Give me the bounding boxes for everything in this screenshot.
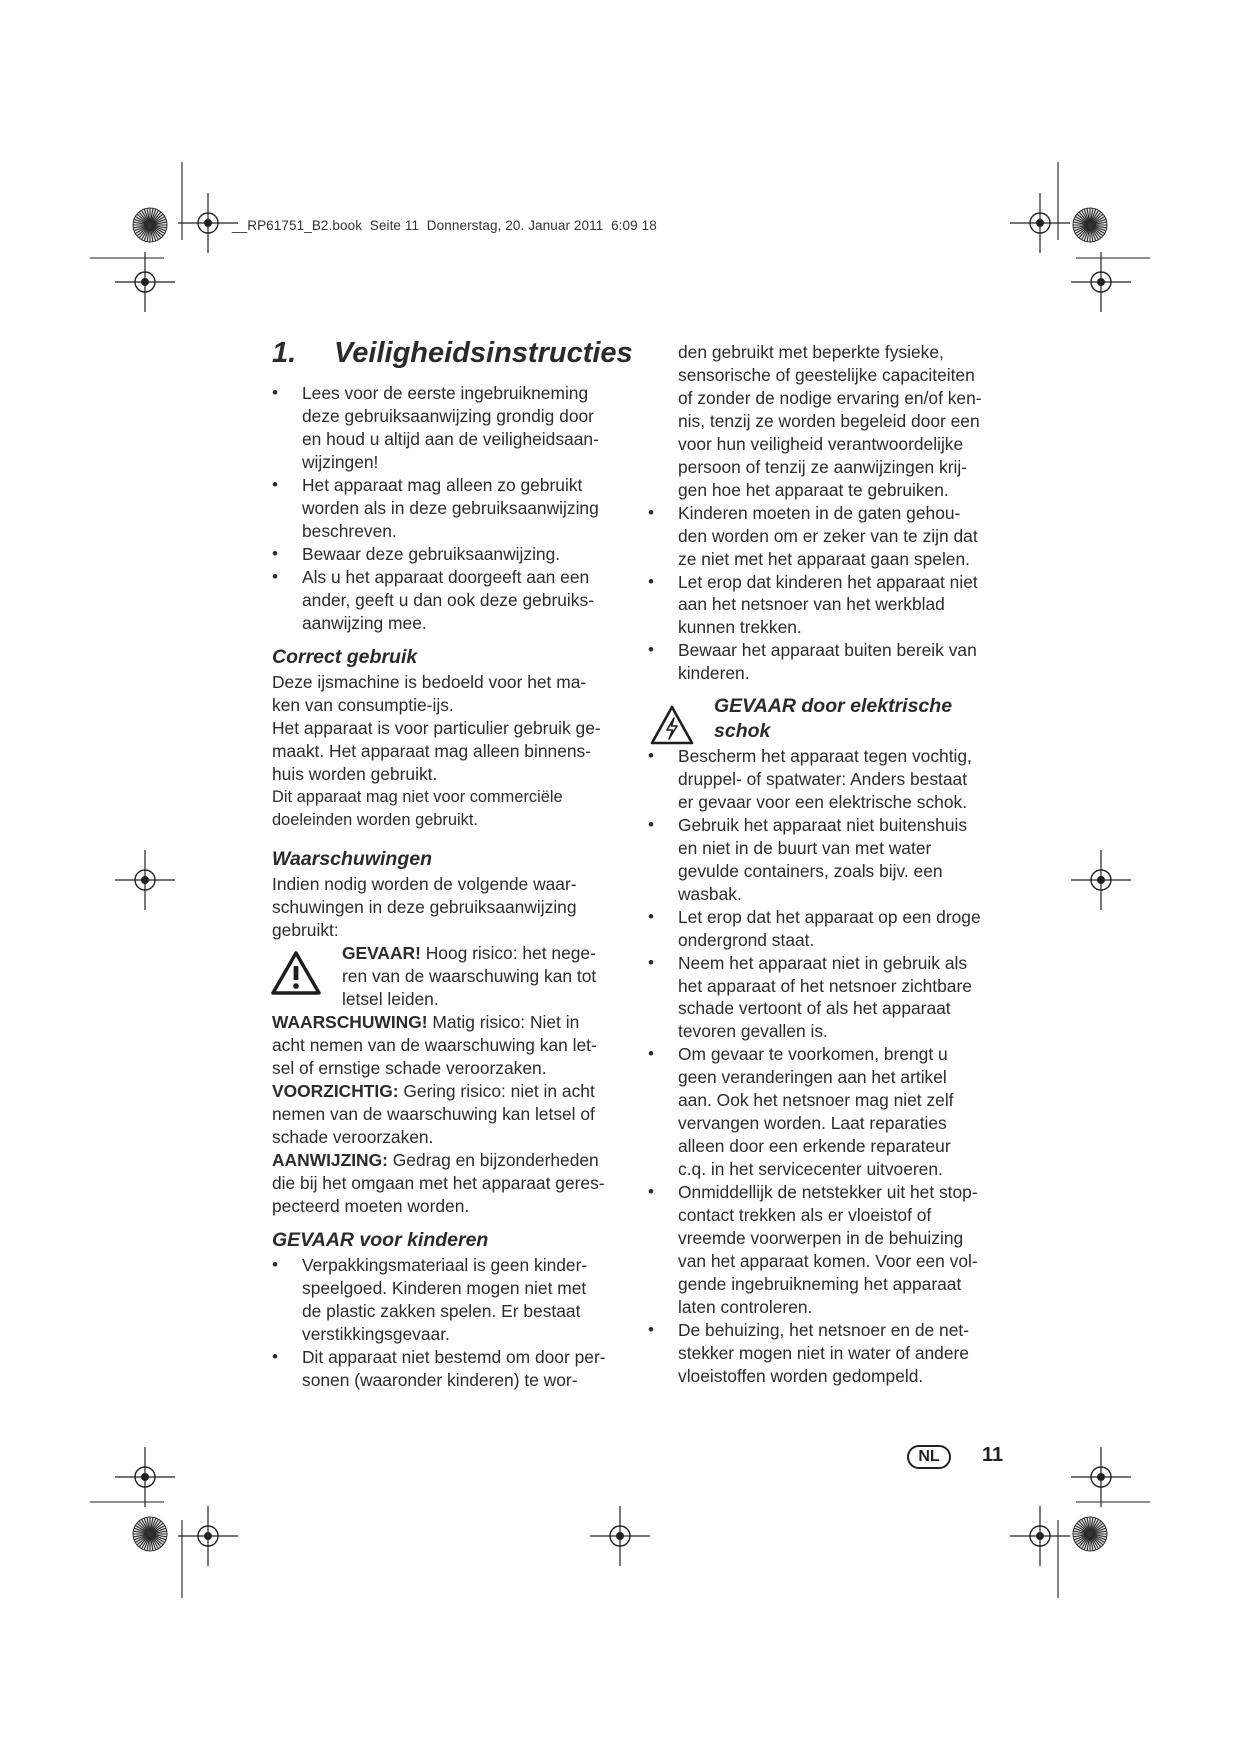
heading-elektrische-schok: GEVAAR door elektrische <box>714 695 953 717</box>
correct-gebruik-line: Dit apparaat mag niet voor commerciële <box>272 787 563 806</box>
aanwijzing-line: pecteerd moeten worden. <box>272 1195 470 1216</box>
bullet-marker: • <box>648 640 654 660</box>
registration-crosshair-icon <box>178 1506 238 1566</box>
aanwijzing-line: die bij het omgaan met het apparaat geres- <box>272 1172 605 1193</box>
kinderen-bullet-line: de plastic zakken spelen. Er bestaat <box>302 1300 581 1321</box>
color-registration-star-icon <box>1073 1517 1107 1551</box>
waarschuwingen-line: schuwingen in deze gebruiksaanwijzing <box>272 896 577 917</box>
voorzichtig-line: nemen van de waarschuwing kan letsel of <box>272 1103 595 1124</box>
intro-bullet-line: wijzingen! <box>302 451 379 472</box>
correct-gebruik-line: Deze ijsmachine is bedoeld voor het ma- <box>272 672 587 692</box>
intro-bullet-line: Lees voor de eerste ingebruikneming <box>302 383 589 403</box>
voorzichtig-line: VOORZICHTIG: Gering risico: niet in acht <box>272 1081 595 1101</box>
voorzichtig-line: schade veroorzaken. <box>272 1126 434 1147</box>
elektrisch-bullet-line: contact trekken als er vloeistof of <box>678 1205 932 1225</box>
continued-line: voor hun veiligheid verantwoordelijke <box>678 433 964 454</box>
kinderen-bullet-line: sonen (waaronder kinderen) te wor- <box>302 1369 578 1390</box>
waarschuwingen-line: gebruikt: <box>272 919 339 940</box>
bullet-marker: • <box>272 543 278 563</box>
elektrisch-bullet-line: alleen door een erkende reparateur <box>678 1136 951 1157</box>
language-badge: NL <box>907 1445 951 1469</box>
registration-crosshair-icon <box>1010 1506 1070 1566</box>
gevaar-line: ren van de waarschuwing kan tot <box>342 965 597 986</box>
bullet-marker: • <box>648 1044 654 1064</box>
aanwijzing-label: AANWIJZING: <box>272 1150 388 1170</box>
registration-crosshair-icon <box>115 850 175 910</box>
electric-shock-warning-icon <box>649 704 695 746</box>
correct-gebruik-line: huis worden gebruikt. <box>272 763 438 784</box>
right-kinderen-bullet-line: Bewaar het apparaat buiten bereik van <box>678 640 977 661</box>
intro-bullet-line: Het apparaat mag alleen zo gebruikt <box>302 474 583 495</box>
heading-elektrische-schok: schok <box>714 720 771 742</box>
section-title-text: Veiligheidsinstructies <box>334 337 633 369</box>
right-kinderen-bullet-line: aan het netsnoer van het werkblad <box>678 594 945 615</box>
registration-crosshair-icon <box>1071 850 1131 910</box>
elektrisch-bullet-line: ondergrond staat. <box>678 929 815 950</box>
continued-line: persoon of tenzij ze aanwijzingen krij- <box>678 456 968 477</box>
elektrisch-bullet-line: Om gevaar te voorkomen, brengt u <box>678 1044 948 1065</box>
intro-bullet-line: ander, geeft u dan ook deze gebruiks- <box>302 589 594 610</box>
continued-line: gen hoe het apparaat te gebruiken. <box>678 479 949 500</box>
elektrisch-bullet-line: Onmiddellijk de netstekker uit het stop- <box>678 1182 978 1203</box>
intro-bullet-line: Bewaar deze gebruiksaanwijzing. <box>302 543 561 564</box>
intro-bullet-line: en houd u altijd aan de veiligheidsaan- <box>302 428 599 449</box>
bullet-marker: • <box>648 1319 654 1339</box>
kinderen-bullet-line: Verpakkingsmateriaal is geen kinder- <box>302 1255 588 1275</box>
bullet-marker: • <box>648 906 654 926</box>
elektrisch-bullet-line: De behuizing, het netsnoer en de net- <box>678 1319 970 1340</box>
gevaar-label: GEVAAR! <box>342 943 421 963</box>
registration-crosshair-icon <box>178 193 238 253</box>
right-kinderen-bullet-line: den worden om er zeker van te zijn dat <box>678 525 978 546</box>
elektrisch-bullet-line: gevulde containers, zoals bijv. een <box>678 860 943 881</box>
kinderen-bullet-line: verstikkingsgevaar. <box>302 1323 450 1344</box>
bullet-marker: • <box>648 1182 654 1202</box>
gevaar-line: letsel leiden. <box>342 988 439 1009</box>
right-kinderen-bullet-line: ze niet met het apparaat gaan spelen. <box>678 548 970 569</box>
bullet-marker: • <box>648 502 654 522</box>
bullet-marker: • <box>648 952 654 972</box>
right-kinderen-bullet-line: Let erop dat kinderen het apparaat niet <box>678 571 978 592</box>
elektrisch-bullet-line: er gevaar voor een elektrische schok. <box>678 791 968 812</box>
aanwijzing-line: AANWIJZING: Gedrag en bijzonderheden <box>272 1150 599 1170</box>
bullet-marker: • <box>272 1346 278 1366</box>
intro-bullet-line: worden als in deze gebruiksaanwijzing <box>302 497 599 518</box>
correct-gebruik-line: ken van consumptie-ijs. <box>272 694 454 715</box>
bullet-marker: • <box>272 474 278 494</box>
heading-gevaar-kinderen: GEVAAR voor kinderen <box>272 1229 489 1251</box>
page-number: 11 <box>982 1444 1004 1466</box>
color-registration-star-icon <box>133 208 167 242</box>
waarschuwing-line: sel of ernstige schade veroorzaken. <box>272 1057 547 1078</box>
elektrisch-bullet-line: c.q. in het servicecenter uitvoeren. <box>678 1159 943 1180</box>
kinderen-bullet-line: speelgoed. Kinderen mogen niet met <box>302 1277 587 1298</box>
waarschuwing-line: WAARSCHUWING! Matig risico: Niet in <box>272 1012 580 1032</box>
elektrisch-bullet-line: vloeistoffen worden gedompeld. <box>678 1365 924 1386</box>
intro-bullet-line: deze gebruiksaanwijzing grondig door <box>302 405 594 426</box>
kinderen-bullet-line: Dit apparaat niet bestemd om door per- <box>302 1346 606 1367</box>
elektrisch-bullet-line: Bescherm het apparaat tegen vochtig, <box>678 746 972 766</box>
elektrisch-bullet-line: wasbak. <box>678 883 742 904</box>
bullet-marker: • <box>272 566 278 586</box>
right-kinderen-bullet-line: kinderen. <box>678 663 750 684</box>
right-kinderen-bullet-line: kunnen trekken. <box>678 617 802 638</box>
registration-crosshair-icon <box>1010 193 1070 253</box>
bullet-marker: • <box>272 1255 278 1274</box>
continued-line: den gebruikt met beperkte fysieke, <box>678 342 944 362</box>
elektrisch-bullet-line: druppel- of spatwater: Anders bestaat <box>678 768 968 789</box>
elektrisch-bullet-line: geen veranderingen aan het artikel <box>678 1067 947 1088</box>
color-registration-star-icon <box>133 1517 167 1551</box>
elektrisch-bullet-line: vervangen worden. Laat reparaties <box>678 1113 947 1134</box>
elektrisch-bullet-line: vreemde voorwerpen in de behuizing <box>678 1227 964 1248</box>
registration-crosshair-icon <box>1071 1447 1131 1507</box>
elektrisch-bullet-line: tevoren gevallen is. <box>678 1021 828 1042</box>
print-file-header: __RP61751_B2.book Seite 11 Donnerstag, 20. Januar 2011 6:09 18 <box>232 218 657 233</box>
intro-bullet-line: beschreven. <box>302 520 397 541</box>
heading-waarschuwingen: Waarschuwingen <box>272 848 433 870</box>
elektrisch-bullet-line: stekker mogen niet in water of andere <box>678 1342 969 1363</box>
section-number: 1. <box>272 337 297 369</box>
elektrisch-bullet-line: Let erop dat het apparaat op een droge <box>678 906 981 927</box>
correct-gebruik-line: doeleinden worden gebruikt. <box>272 810 478 829</box>
section-title <box>272 337 633 370</box>
registration-crosshair-icon <box>1071 252 1131 312</box>
correct-gebruik-line: Het apparaat is voor particulier gebruik ge- <box>272 717 601 738</box>
elektrisch-bullet-line: schade vertoont of als het apparaat <box>678 998 951 1019</box>
elektrisch-bullet-line: Gebruik het apparaat niet buitenshuis <box>678 814 968 835</box>
elektrisch-bullet-line: Neem het apparaat niet in gebruik als <box>678 952 968 973</box>
heading-correct-gebruik: Correct gebruik <box>272 646 418 668</box>
registration-crosshair-icon <box>115 1447 175 1507</box>
elektrisch-bullet-line: laten controleren. <box>678 1296 813 1317</box>
continued-line: sensorische of geestelijke capaciteiten <box>678 364 975 385</box>
elektrisch-bullet-line: en niet in de buurt van met water <box>678 837 932 858</box>
waarschuwingen-line: Indien nodig worden de volgende waar- <box>272 874 577 894</box>
continued-line: nis, tenzij ze worden begeleid door een <box>678 410 980 431</box>
intro-bullet-line: Als u het apparaat doorgeeft aan een <box>302 566 590 587</box>
bullet-marker: • <box>648 746 654 765</box>
registration-crosshair-icon <box>590 1506 650 1566</box>
voorzichtig-label: VOORZICHTIG: <box>272 1081 399 1101</box>
waarschuwing-line: acht nemen van de waarschuwing kan let- <box>272 1034 597 1055</box>
registration-crosshair-icon <box>115 252 175 312</box>
warning-triangle-icon <box>270 950 322 996</box>
elektrisch-bullet-line: aan. Ook het netsnoer mag niet zelf <box>678 1090 954 1111</box>
color-registration-star-icon <box>1073 208 1107 242</box>
gevaar-line: GEVAAR! Hoog risico: het nege- <box>342 943 596 963</box>
intro-bullet-line: aanwijzing mee. <box>302 612 427 633</box>
elektrisch-bullet-line: van het apparaat komen. Voor een vol- <box>678 1250 978 1271</box>
waarschuwing-label: WAARSCHUWING! <box>272 1012 428 1032</box>
correct-gebruik-line: maakt. Het apparaat mag alleen binnens- <box>272 740 592 761</box>
elektrisch-bullet-line: het apparaat of het netsnoer zichtbare <box>678 975 972 996</box>
right-kinderen-bullet-line: Kinderen moeten in de gaten gehou- <box>678 502 961 523</box>
elektrisch-bullet-line: gende ingebruikneming het apparaat <box>678 1273 962 1294</box>
bullet-marker: • <box>648 571 654 591</box>
continued-line: of zonder de nodige ervaring en/of ken- <box>678 387 982 408</box>
bullet-marker: • <box>272 383 278 402</box>
bullet-marker: • <box>648 814 654 834</box>
